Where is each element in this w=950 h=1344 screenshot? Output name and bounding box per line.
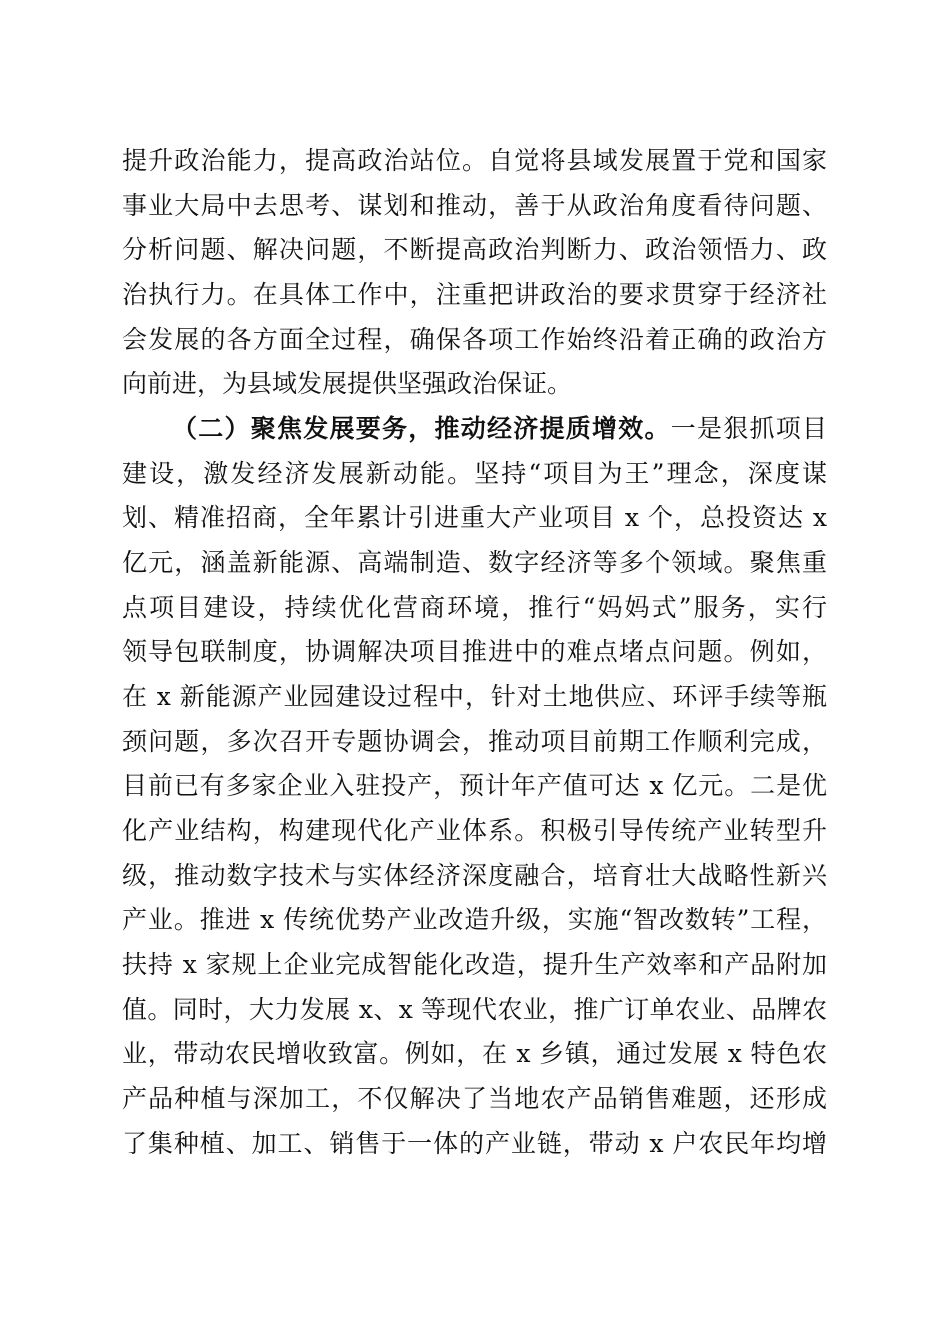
- text-line: 事业大局中去思考、谋划和推动，善于从政治角度看待问题、: [122, 191, 827, 220]
- text-line: 会发展的各方面全过程，确保各项工作始终沿着正确的政治方: [122, 325, 827, 354]
- text-line: 领导包联制度，协调解决项目推进中的难点堵点问题。例如，: [122, 637, 827, 666]
- text-line: 点项目建设，持续优化营商环境，推行“妈妈式”服务，实行: [122, 593, 827, 622]
- section-first-line: [172, 407, 827, 451]
- text-line: 颈问题，多次召开专题协调会，推动项目前期工作顺利完成，: [122, 727, 827, 756]
- text-line: 了集种植、加工、销售于一体的产业链，带动 x 户农民年均增: [122, 1129, 827, 1158]
- text-line: 建设，激发经济发展新动能。坚持“项目为王”理念，深度谋: [122, 459, 827, 488]
- text-line: 级，推动数字技术与实体经济深度融合，培育壮大战略性新兴: [122, 861, 827, 890]
- section-first-line-text: 一是狠抓项目: [670, 414, 827, 443]
- text-line: 划、精准招商，全年累计引进重大产业项目 x 个，总投资达 x: [122, 503, 827, 532]
- text-line: 值。同时，大力发展 x、x 等现代农业，推广订单农业、品牌农: [122, 995, 827, 1024]
- text-line: 分析问题、解决问题，不断提高政治判断力、政治领悟力、政: [122, 235, 827, 264]
- text-line: 提升政治能力，提高政治站位。自觉将县域发展置于党和国家: [122, 146, 827, 175]
- text-line: 产业。推进 x 传统优势产业改造升级，实施“智改数转”工程，: [122, 905, 827, 934]
- text-line: 治执行力。在具体工作中，注重把讲政治的要求贯穿于经济社: [122, 280, 827, 309]
- text-line: 目前已有多家企业入驻投产，预计年产值可达 x 亿元。二是优: [122, 771, 827, 800]
- text-line: 化产业结构，构建现代化产业体系。积极引导传统产业转型升: [122, 816, 827, 845]
- text-line: 亿元，涵盖新能源、高端制造、数字经济等多个领域。聚焦重: [122, 548, 827, 577]
- text-line: 业，带动农民增收致富。例如，在 x 乡镇，通过发展 x 特色农: [122, 1039, 827, 1068]
- text-line: 在 x 新能源产业园建设过程中，针对土地供应、环评手续等瓶: [122, 682, 827, 711]
- section-heading: （二）聚焦发展要务，推动经济提质增效。: [172, 414, 671, 443]
- text-line: 产品种植与深加工，不仅解决了当地农产品销售难题，还形成: [122, 1084, 827, 1113]
- text-line: 扶持 x 家规上企业完成智能化改造，提升生产效率和产品附加: [122, 950, 827, 979]
- text-line: 向前进，为县域发展提供坚强政治保证。: [122, 369, 573, 398]
